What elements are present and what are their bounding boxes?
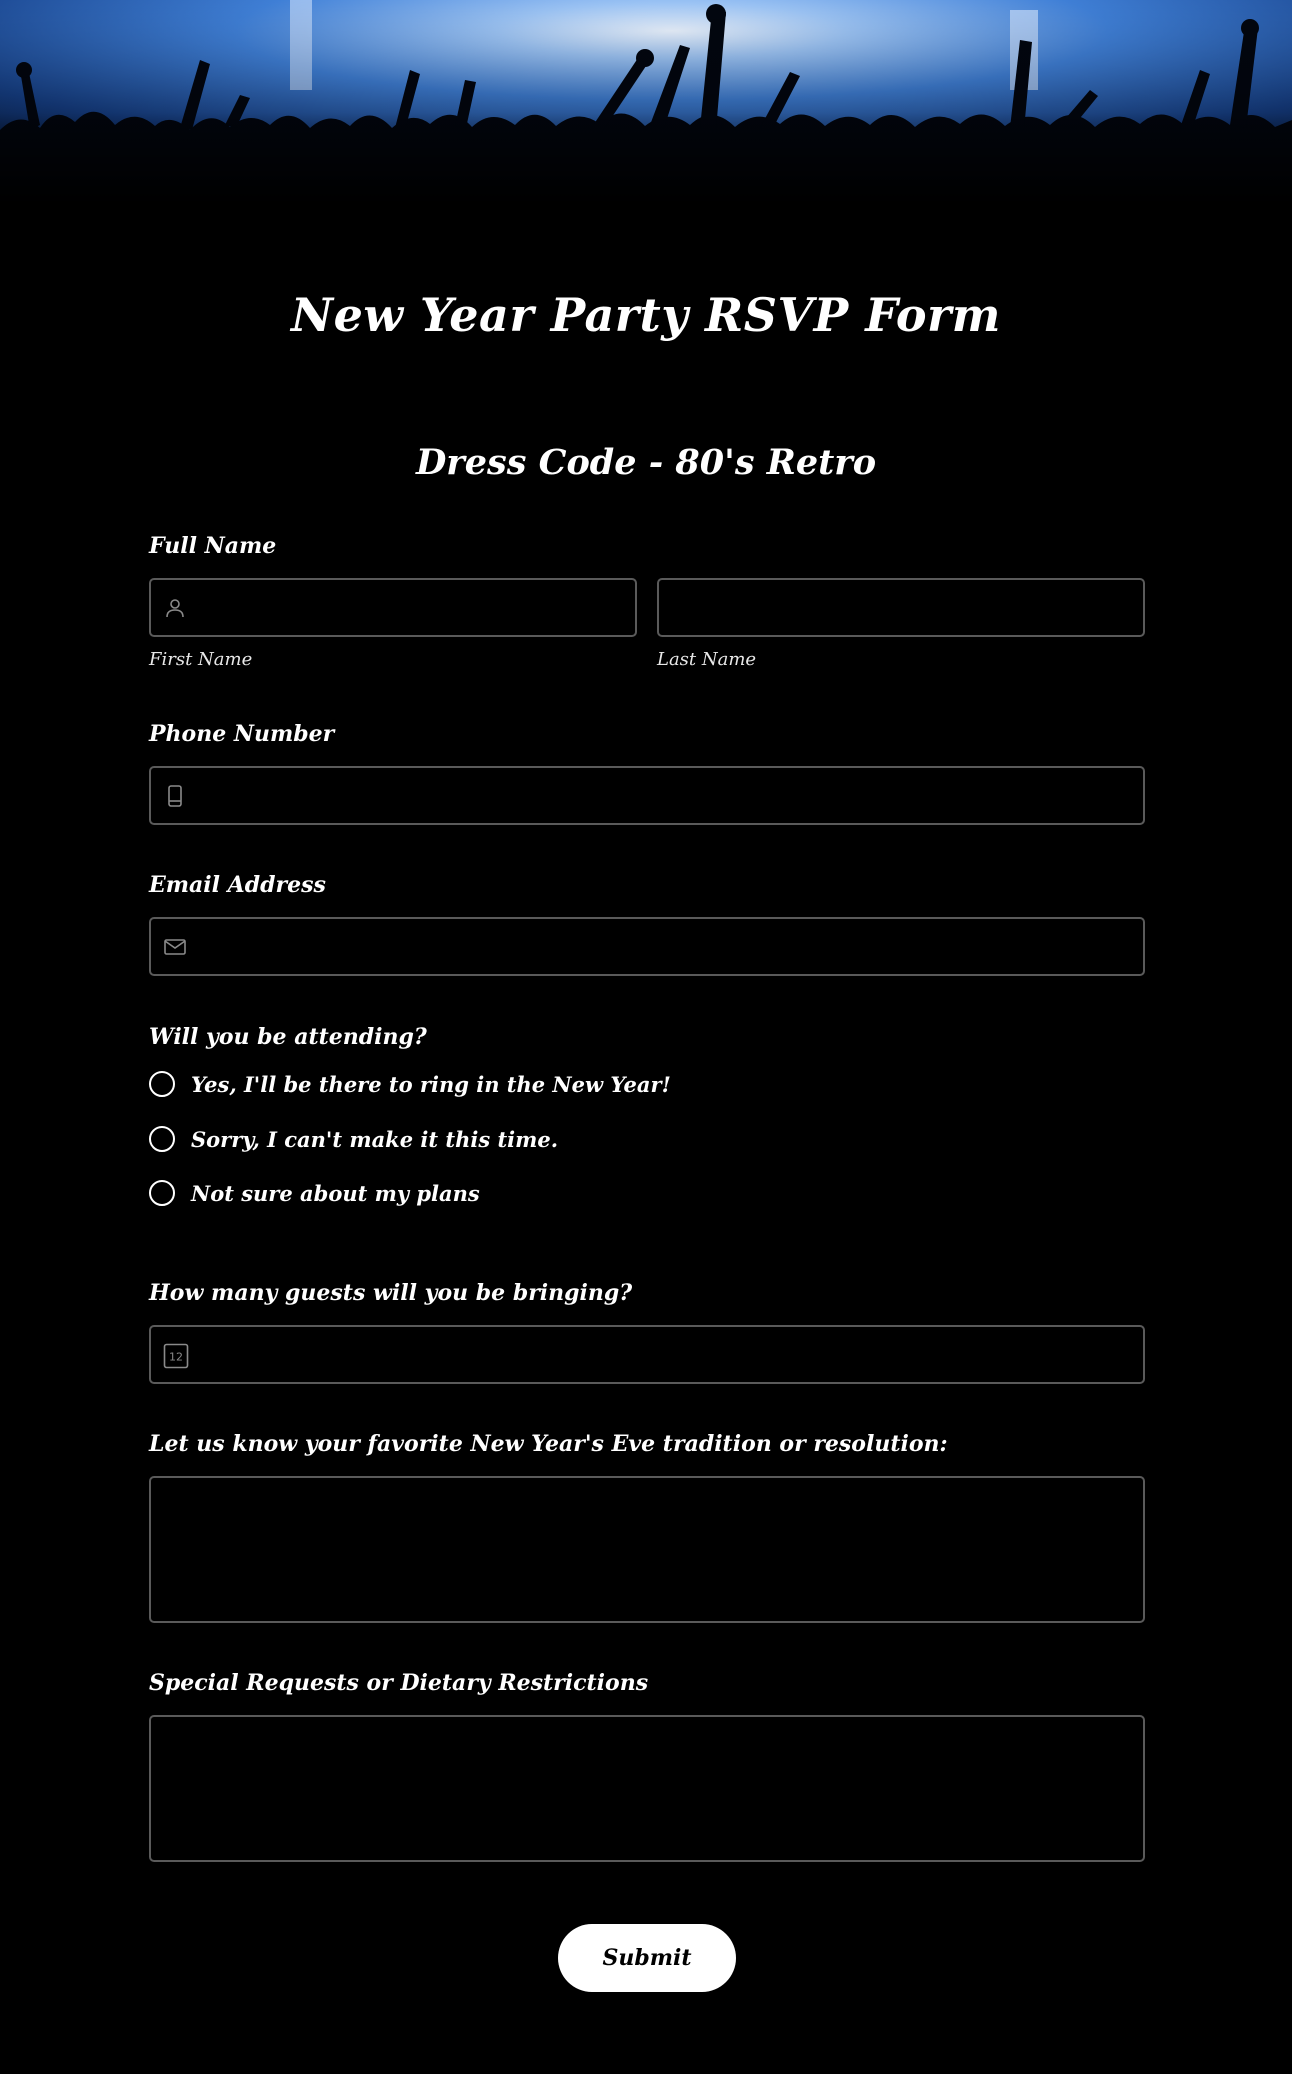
attending-option-no[interactable] [149, 1124, 558, 1154]
last-name-input[interactable] [657, 578, 1145, 637]
first-name-sublabel: First Name [149, 649, 253, 670]
attending-question-label: Will you be attending? [149, 1024, 427, 1050]
number-icon [163, 1343, 187, 1367]
phone-number-input[interactable] [149, 766, 1145, 825]
person-icon [163, 596, 187, 620]
last-name-sublabel: Last Name [657, 649, 757, 670]
radio-button[interactable] [149, 1126, 175, 1152]
email-address-input[interactable] [149, 917, 1145, 976]
radio-option-label: Not sure about my plans [191, 1180, 480, 1206]
email-address-label: Email Address [149, 872, 326, 898]
phone-number-label: Phone Number [149, 721, 335, 747]
guest-count-label: How many guests will you be bringing? [149, 1280, 633, 1306]
attending-option-yes[interactable] [149, 1069, 671, 1099]
guest-count-input[interactable] [149, 1325, 1145, 1384]
form-title: New Year Party RSVP Form [291, 288, 1001, 342]
submit-button[interactable]: Submit [558, 1924, 736, 1992]
tradition-textarea[interactable] [149, 1476, 1145, 1623]
radio-option-label: Sorry, I can't make it this time. [191, 1126, 559, 1152]
dress-code-heading: Dress Code - 80's Retro [415, 442, 877, 483]
radio-button[interactable] [149, 1071, 175, 1097]
special-requests-label: Special Requests or Dietary Restrictions [149, 1670, 649, 1696]
header-banner-image [0, 0, 1292, 205]
first-name-input[interactable] [149, 578, 637, 637]
full-name-label: Full Name [149, 533, 277, 559]
tradition-label: Let us know your favorite New Year's Eve tradition or resolution: [149, 1431, 948, 1457]
special-requests-textarea[interactable] [149, 1715, 1145, 1862]
radio-option-label: Yes, I'll be there to ring in the New Year! [191, 1071, 671, 1097]
number-icon-text: 12 [169, 1350, 183, 1364]
attending-option-unsure[interactable] [149, 1178, 480, 1208]
radio-button[interactable] [149, 1180, 175, 1206]
envelope-icon [163, 935, 187, 959]
phone-icon [163, 784, 187, 808]
